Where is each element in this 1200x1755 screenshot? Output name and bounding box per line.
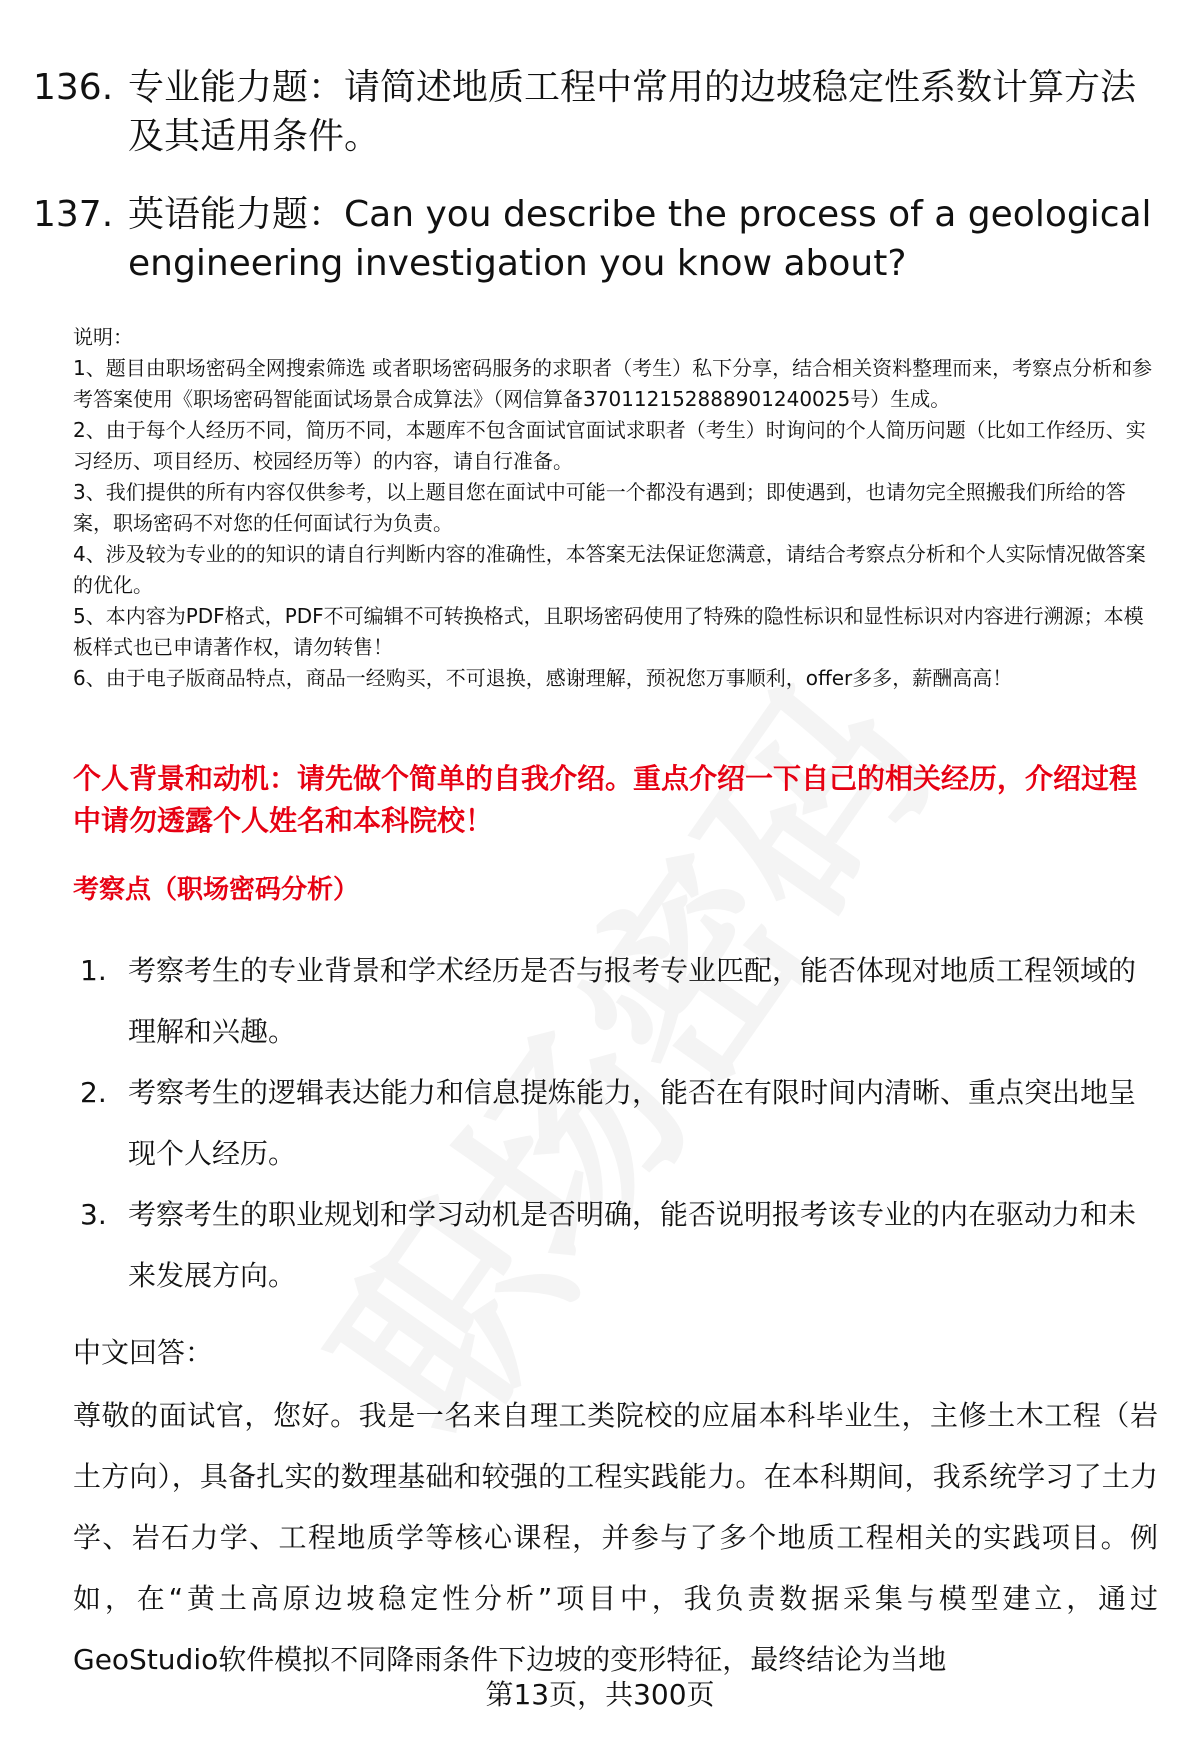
question-136: [33, 63, 1163, 161]
list-item: [80, 940, 1160, 1062]
notes-title: 说明：: [73, 325, 133, 349]
list-text: 考察考生的专业背景和学术经历是否与报考专业匹配，能否体现对地质工程领域的理解和兴趣。: [128, 954, 1137, 1048]
answer-text: 尊敬的面试官，您好。我是一名来自理工类院校的应届本科毕业生，主修土木工程（岩土方向），具备扎实的数理基础和较强的工程实践能力。在本科期间，我系统学习了土力学、岩石力学、工程地质学等核心课程，并参与了多个地质工程相关的实践项目。例如，在“黄土高原边坡稳定性分析”项目中，我负责数据采集与模型建立，通过GeoStudio软件模拟不同降雨条件下边坡的变形特征，最终结论为当地: [73, 1399, 1158, 1676]
list-item: [80, 1184, 1160, 1306]
list-item: [80, 1062, 1160, 1184]
note-item: 3、我们提供的所有内容仅供参考，以上题目您在面试中可能一个都没有遇到；即使遇到，也请勿完全照搬我们所给的答案，职场密码不对您的任何面试行为负责。: [73, 480, 1126, 535]
list-number: 2.: [80, 1076, 107, 1109]
note-item: 5、本内容为PDF格式，PDF不可编辑不可转换格式，且职场密码使用了特殊的隐性标识和显性标识对内容进行溯源；本模板样式也已申请著作权，请勿转售！: [73, 604, 1144, 659]
question-text: 专业能力题：请简述地质工程中常用的边坡稳定性系数计算方法及其适用条件。: [128, 67, 1137, 157]
section-question: 个人背景和动机：请先做个简单的自我介绍。重点介绍一下自己的相关经历，介绍过程中请勿透露个人姓名和本科院校！: [73, 762, 1138, 837]
list-number: 3.: [80, 1198, 107, 1231]
question-number: 136.: [33, 67, 114, 108]
answer-label: 中文回答：: [73, 1336, 214, 1369]
note-item: 1、题目由职场密码全网搜索筛选 或者职场密码服务的求职者（考生）私下分享，结合相关资料整理而来，考察点分析和参考答案使用《职场密码智能面试场景合成算法》（网信算备370112152888901240025号）生成。: [73, 356, 1153, 411]
question-number: 137.: [33, 194, 114, 235]
analysis-list: [80, 940, 1160, 1306]
analysis-title: 考察点（职场密码分析）: [73, 875, 360, 905]
list-number: 1.: [80, 954, 107, 987]
question-137: [33, 190, 1163, 288]
note-item: 4、涉及较为专业的的知识的请自行判断内容的准确性，本答案无法保证您满意，请结合考察点分析和个人实际情况做答案的优化。: [73, 542, 1146, 597]
page-footer: 第13页，共300页: [485, 1678, 715, 1711]
note-item: 6、由于电子版商品特点，商品一经购买，不可退换，感谢理解，预祝您万事顺利，offer多多，薪酬高高！: [73, 666, 1013, 690]
question-text: 英语能力题：Can you describe the process of a geological engineering investigation you know about?: [128, 194, 1152, 284]
list-text: 考察考生的职业规划和学习动机是否明确，能否说明报考该专业的内在驱动力和未来发展方向。: [128, 1198, 1137, 1292]
notes-section: [73, 322, 1163, 694]
list-text: 考察考生的逻辑表达能力和信息提炼能力，能否在有限时间内清晰、重点突出地呈现个人经历。: [128, 1076, 1137, 1170]
note-item: 2、由于每个人经历不同，简历不同，本题库不包含面试官面试求职者（考生）时询问的个人简历问题（比如工作经历、实习经历、项目经历、校园经历等）的内容，请自行准备。: [73, 418, 1146, 473]
